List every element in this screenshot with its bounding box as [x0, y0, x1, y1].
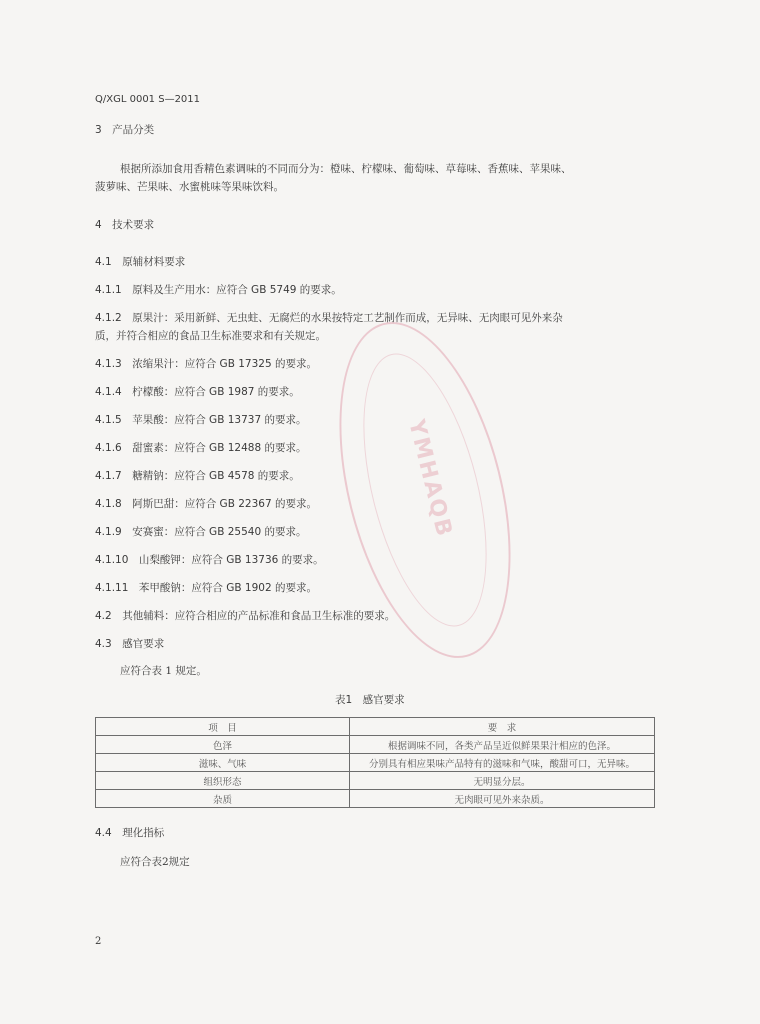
- table-header-row: [96, 718, 655, 736]
- section-4-1-title: 4.1 原辅材料要求: [95, 256, 186, 268]
- table-row: [96, 772, 655, 790]
- table-1-caption: 表1 感官要求: [335, 694, 405, 706]
- section-3-paragraph-line2: 菠萝味、芒果味、水蜜桃味等果味饮料。: [95, 181, 284, 193]
- table-header-requirement: 要 求: [350, 718, 655, 736]
- sensory-requirements-table: [95, 717, 655, 808]
- table-cell-item: 组织形态: [96, 772, 350, 790]
- doc-code: Q/XGL 0001 S—2011: [95, 94, 201, 105]
- table-cell-item: 杂质: [96, 790, 350, 808]
- clause-4-1-2-line1: 4.1.2 原果汁：采用新鲜、无虫蛀、无腐烂的水果按特定工艺制作而成，无异味、无肉眼可见外来杂: [95, 312, 563, 324]
- table-cell-requirement: 无肉眼可见外来杂质。: [350, 790, 655, 808]
- section-4-3-text: 应符合表 1 规定。: [120, 665, 207, 677]
- clause-4-1-1: 4.1.1 原料及生产用水：应符合 GB 5749 的要求。: [95, 284, 342, 296]
- clause-4-1-2-line2: 质，并符合相应的食品卫生标准要求和有关规定。: [95, 330, 326, 342]
- seal-text: YMHAQB: [403, 417, 457, 541]
- clause-4-1-4: 4.1.4 柠檬酸：应符合 GB 1987 的要求。: [95, 386, 300, 398]
- table-cell-item: 色泽: [96, 736, 350, 754]
- table-header-item: 项 目: [96, 718, 350, 736]
- clause-4-1-6: 4.1.6 甜蜜素：应符合 GB 12488 的要求。: [95, 442, 307, 454]
- table-row: [96, 790, 655, 808]
- section-4-4-text: 应符合表2规定: [120, 856, 190, 868]
- section-4-4-title: 4.4 理化指标: [95, 827, 165, 839]
- clause-4-1-7: 4.1.7 糖精钠：应符合 GB 4578 的要求。: [95, 470, 300, 482]
- clause-4-1-11: 4.1.11 苯甲酸钠：应符合 GB 1902 的要求。: [95, 582, 317, 594]
- page-number: 2: [95, 936, 102, 947]
- table-cell-requirement: 分别具有相应果味产品特有的滋味和气味，酸甜可口，无异味。: [350, 754, 655, 772]
- section-4-3-title: 4.3 感官要求: [95, 638, 165, 650]
- table-cell-item: 滋味、气味: [96, 754, 350, 772]
- clause-4-1-10: 4.1.10 山梨酸钾：应符合 GB 13736 的要求。: [95, 554, 324, 566]
- table-cell-requirement: 无明显分层。: [350, 772, 655, 790]
- table-row: [96, 754, 655, 772]
- section-3-title: 3 产品分类: [95, 124, 155, 136]
- section-4-title: 4 技术要求: [95, 219, 155, 231]
- table-cell-requirement: 根据调味不同，各类产品呈近似鲜果果汁相应的色泽。: [350, 736, 655, 754]
- clause-4-1-5: 4.1.5 苹果酸：应符合 GB 13737 的要求。: [95, 414, 307, 426]
- clause-4-1-8: 4.1.8 阿斯巴甜：应符合 GB 22367 的要求。: [95, 498, 317, 510]
- section-4-2: 4.2 其他辅料：应符合相应的产品标准和食品卫生标准的要求。: [95, 610, 396, 622]
- table-row: [96, 736, 655, 754]
- section-3-paragraph-line1: 根据所添加食用香精色素调味的不同而分为：橙味、柠檬味、葡萄味、草莓味、香蕉味、苹果味、: [120, 163, 572, 175]
- clause-4-1-9: 4.1.9 安赛蜜：应符合 GB 25540 的要求。: [95, 526, 307, 538]
- clause-4-1-3: 4.1.3 浓缩果汁：应符合 GB 17325 的要求。: [95, 358, 317, 370]
